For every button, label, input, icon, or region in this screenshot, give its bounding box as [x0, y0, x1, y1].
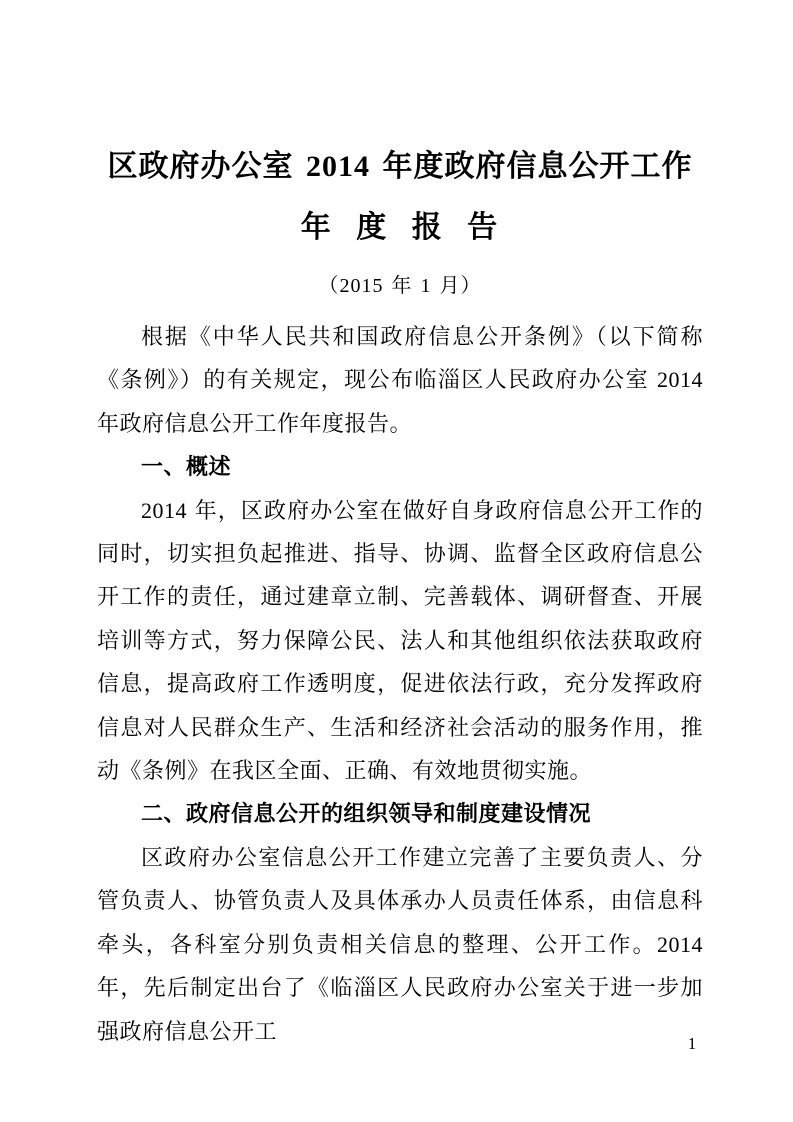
document-content	[97, 146, 703, 1053]
paragraph-intro: 根据《中华人民共和国政府信息公开条例》（以下简称《条例》）的有关规定，现公布临淄区人民政府办公室 2014 年政府信息公开工作年度报告。	[97, 324, 703, 436]
paragraph-overview-body: 2014 年，区政府办公室在做好自身政府信息公开工作的同时，切实担负起推进、指导、协调、监督全区政府信息公开工作的责任，通过建章立制、完善载体、调研督查、开展培训等方式，努力保障公民、法人和其他组织依法获取政府信息，提高政府工作透明度，促进依法行政，充分发挥政府信息对人民群众生产、生活和经济社会活动的服务作用，推动《条例》在我区全面、正确、有效地贯彻实施。	[97, 497, 703, 784]
page-number: 1	[687, 1034, 697, 1053]
document-title-line2: 年 度 报 告	[300, 211, 500, 244]
document-date: （2015 年 1 月）	[318, 275, 482, 297]
paragraph-organization-body: 区政府办公室信息公开工作建立完善了主要负责人、分管负责人、协管负责人及具体承办人员责任体系，由信息科牵头，各科室分别负责相关信息的整理、公开工作。2014 年，先后制定出台了《临淄区人民政府办公室关于进一步加强政府信息公开工	[97, 844, 703, 1044]
section-heading-overview: 一、概述	[141, 454, 232, 480]
section-heading-organization: 二、政府信息公开的组织领导和制度建设情况	[141, 801, 592, 827]
document-title-line1: 区政府办公室 2014 年度政府信息公开工作	[107, 150, 693, 183]
